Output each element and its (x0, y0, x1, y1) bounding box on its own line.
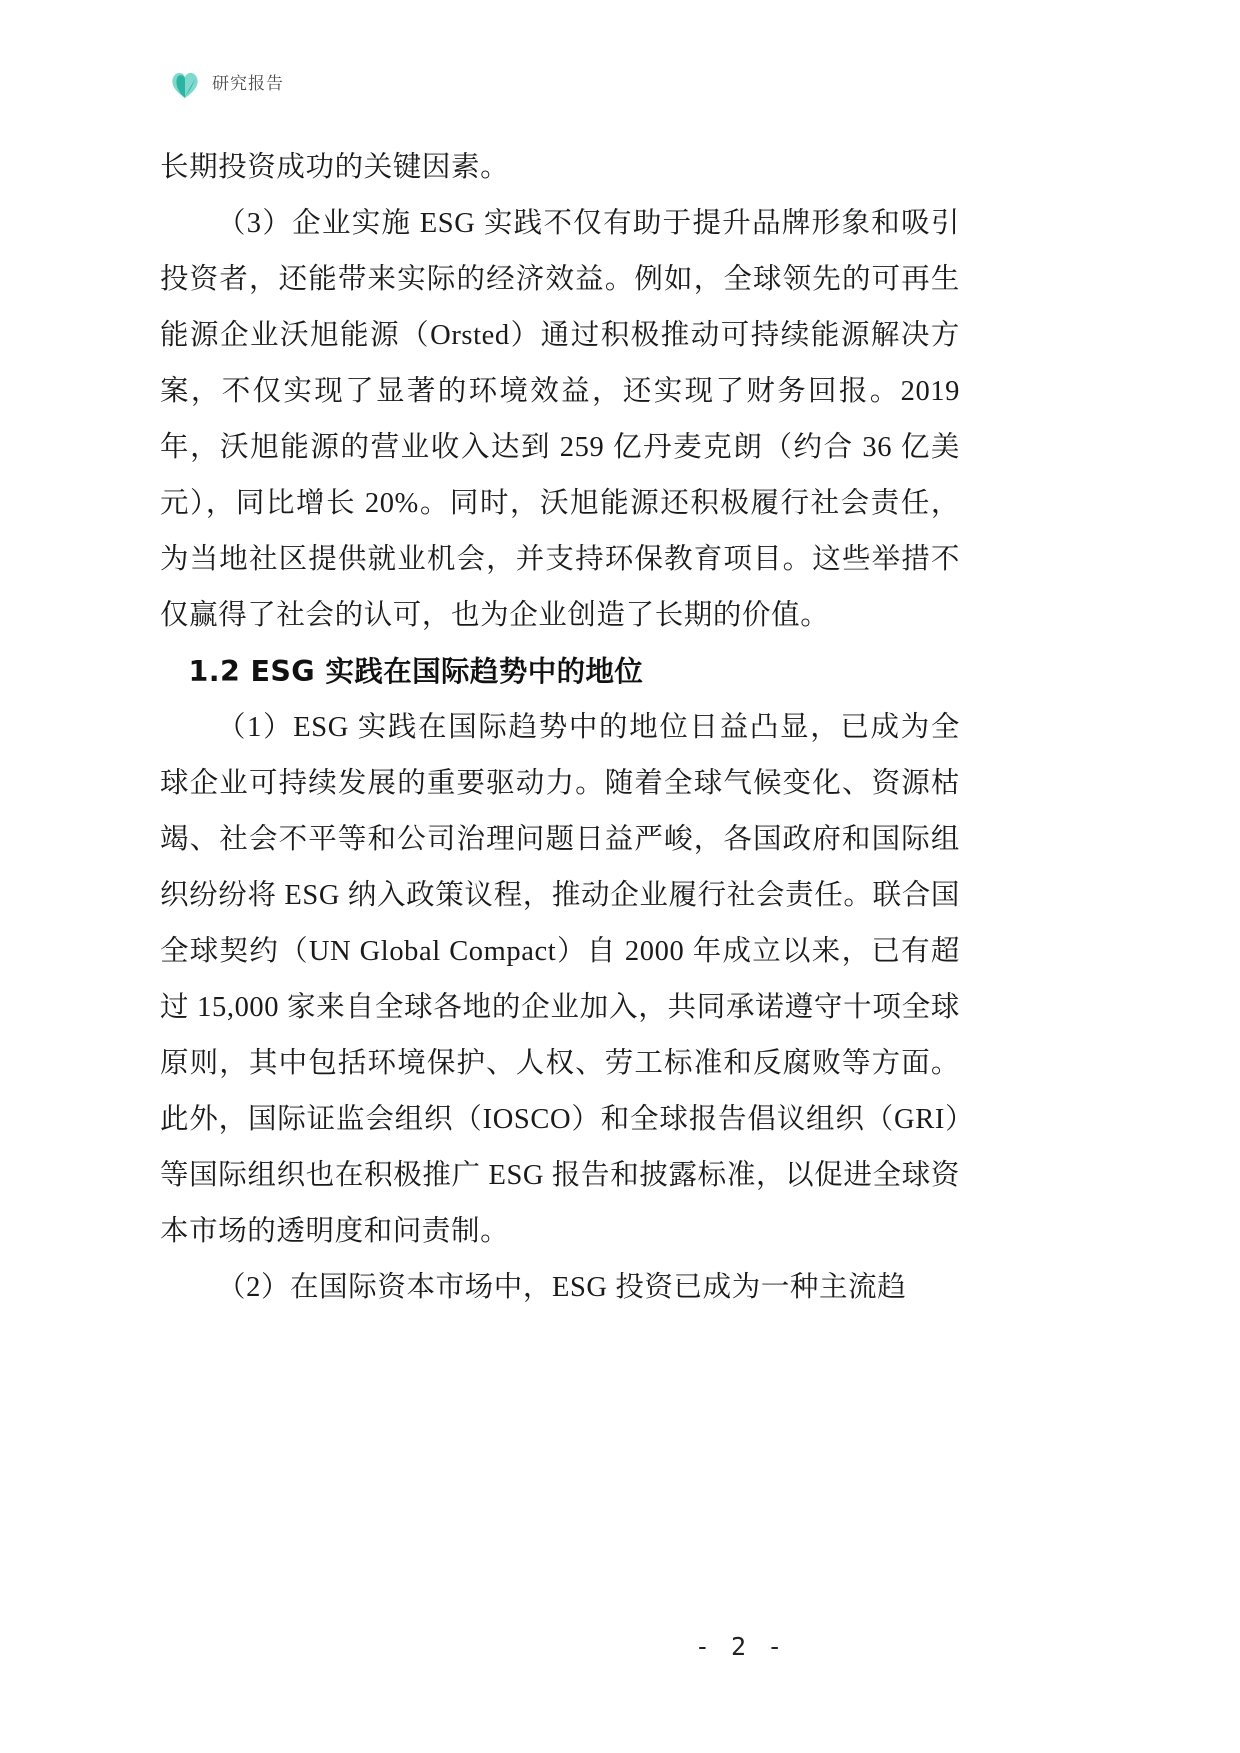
paragraph-item-1: （1）ESG 实践在国际趋势中的地位日益凸显，已成为全球企业可持续发展的重要驱动力。随着全球气候变化、资源枯竭、社会不平等和公司治理问题日益严峻，各国政府和国际组织纷纷将 ESG 纳入政策议程，推动企业履行社会责任。联合国全球契约（UN Global Compact）自 2000 年成立以来，已有超过 15,000 家来自全球各地的企业加入，共同承诺遵守十项全球原则，其中包括环境保护、人权、劳工标准和反腐败等方面。此外，国际证监会组织（IOSCO）和全球报告倡议组织（GRI）等国际组织也在积极推广 ESG 报告和披露标准，以促进全球资本市场的透明度和问责制。 (160, 712, 960, 1247)
paragraph-item-3: （3）企业实施 ESG 实践不仅有助于提升品牌形象和吸引投资者，还能带来实际的经济效益。例如，全球领先的可再生能源企业沃旭能源（Orsted）通过积极推动可持续能源解决方案，不仅实现了显著的环境效益，还实现了财务回报。2019 年，沃旭能源的营业收入达到 259 亿丹麦克朗（约合 36 亿美元），同比增长 20%。同时，沃旭能源还积极履行社会责任，为当地社区提供就业机会，并支持环保教育项目。这些举措不仅赢得了社会的认可，也为企业创造了长期的价值。 (160, 208, 960, 631)
section-heading-1-2 (160, 644, 960, 700)
logo-label: 研究报告 (212, 73, 284, 94)
page-number: - 2 - (694, 1632, 786, 1661)
document-footer (0, 1632, 1240, 1661)
paragraph-continuation: 长期投资成功的关键因素。 (160, 152, 510, 183)
document-header (168, 68, 284, 102)
section-heading-number: 1.2 (188, 655, 241, 688)
document-body (160, 140, 960, 1316)
section-heading-text: ESG 实践在国际趋势中的地位 (250, 655, 644, 688)
leaf-heart-logo-icon (168, 68, 202, 102)
paragraph-item-2: （2）在国际资本市场中，ESG 投资已成为一种主流趋 (217, 1272, 907, 1303)
